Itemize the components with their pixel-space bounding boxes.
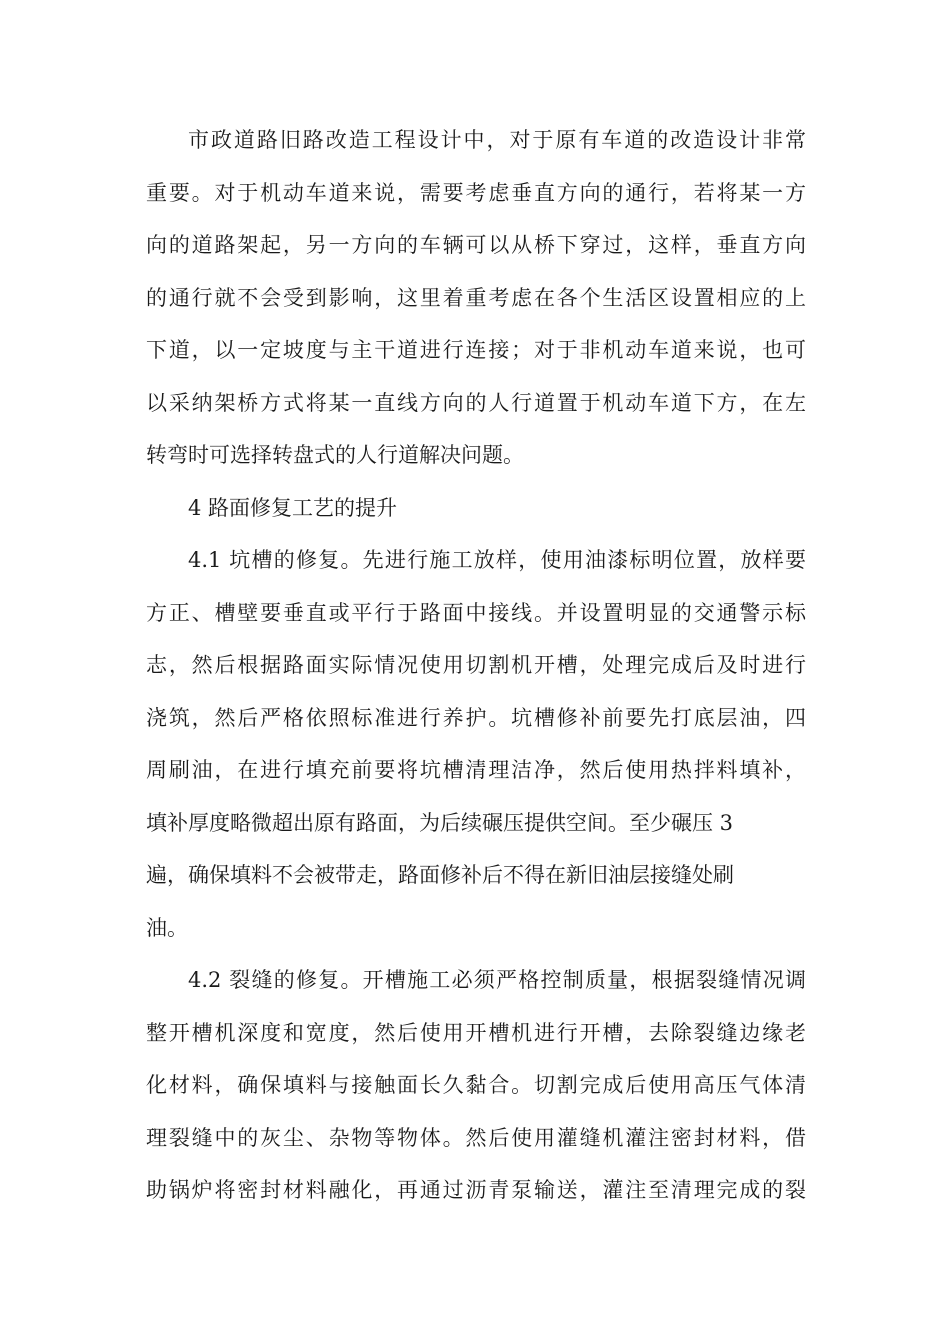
text-line: 方正、槽壁要垂直或平行于路面中接线。并设置明显的交通警示标 <box>146 600 806 625</box>
text-line: 助锅炉将密封材料融化，再通过沥青泵输送，灌注至清理完成的裂 <box>146 1178 806 1202</box>
text-line: 4.1 坑槽的修复。先进行施工放样，使用油漆标明位置，放样要 <box>188 548 806 572</box>
paragraph-pothole-repair <box>146 534 806 954</box>
text-line: 志，然后根据路面实际情况使用切割机开槽，处理完成后及时进行 <box>146 653 806 677</box>
section-heading: 4 路面修复工艺的提升 <box>188 495 398 520</box>
text-line: 浇筑，然后严格依照标准进行养护。坑槽修补前要先打底层油，四 <box>146 705 806 730</box>
text-line: 下道，以一定坡度与主干道进行连接；对于非机动车道来说，也可 <box>146 338 806 362</box>
paragraph-road-lane-redesign <box>146 114 806 482</box>
text-line: 周刷油，在进行填充前要将坑槽清理洁净，然后使用热拌料填补， <box>146 758 806 782</box>
text-line: 填补厚度略微超出原有路面，为后续碾压提供空间。至少碾压 3 <box>146 810 734 835</box>
text-line: 整开槽机深度和宽度，然后使用开槽机进行开槽，去除裂缝边缘老 <box>146 1020 806 1045</box>
text-line: 重要。对于机动车道来说，需要考虑垂直方向的通行，若将某一方 <box>146 180 806 205</box>
text-line: 以采纳架桥方式将某一直线方向的人行道置于机动车道下方，在左 <box>146 390 806 415</box>
text-line: 转弯时可选择转盘式的人行道解决问题。 <box>146 443 524 467</box>
text-line: 4.2 裂缝的修复。开槽施工必须严格控制质量，根据裂缝情况调 <box>188 968 806 992</box>
text-line: 理裂缝中的灰尘、杂物等物体。然后使用灌缝机灌注密封材料，借 <box>146 1125 806 1150</box>
paragraph-crack-repair <box>146 954 806 1217</box>
text-line: 向的道路架起，另一方向的车辆可以从桥下穿过，这样，垂直方向 <box>146 233 806 257</box>
text-line: 化材料，确保填料与接触面长久黏合。切割完成后使用高压气体清 <box>146 1073 806 1097</box>
text-line: 油。 <box>146 915 188 940</box>
document-body <box>146 114 806 1217</box>
text-line: 遍，确保填料不会被带走，路面修补后不得在新旧油层接缝处刷 <box>146 863 734 887</box>
text-line: 市政道路旧路改造工程设计中，对于原有车道的改造设计非常 <box>188 128 806 152</box>
text-line: 的通行就不会受到影响，这里着重考虑在各个生活区设置相应的上 <box>146 285 806 310</box>
